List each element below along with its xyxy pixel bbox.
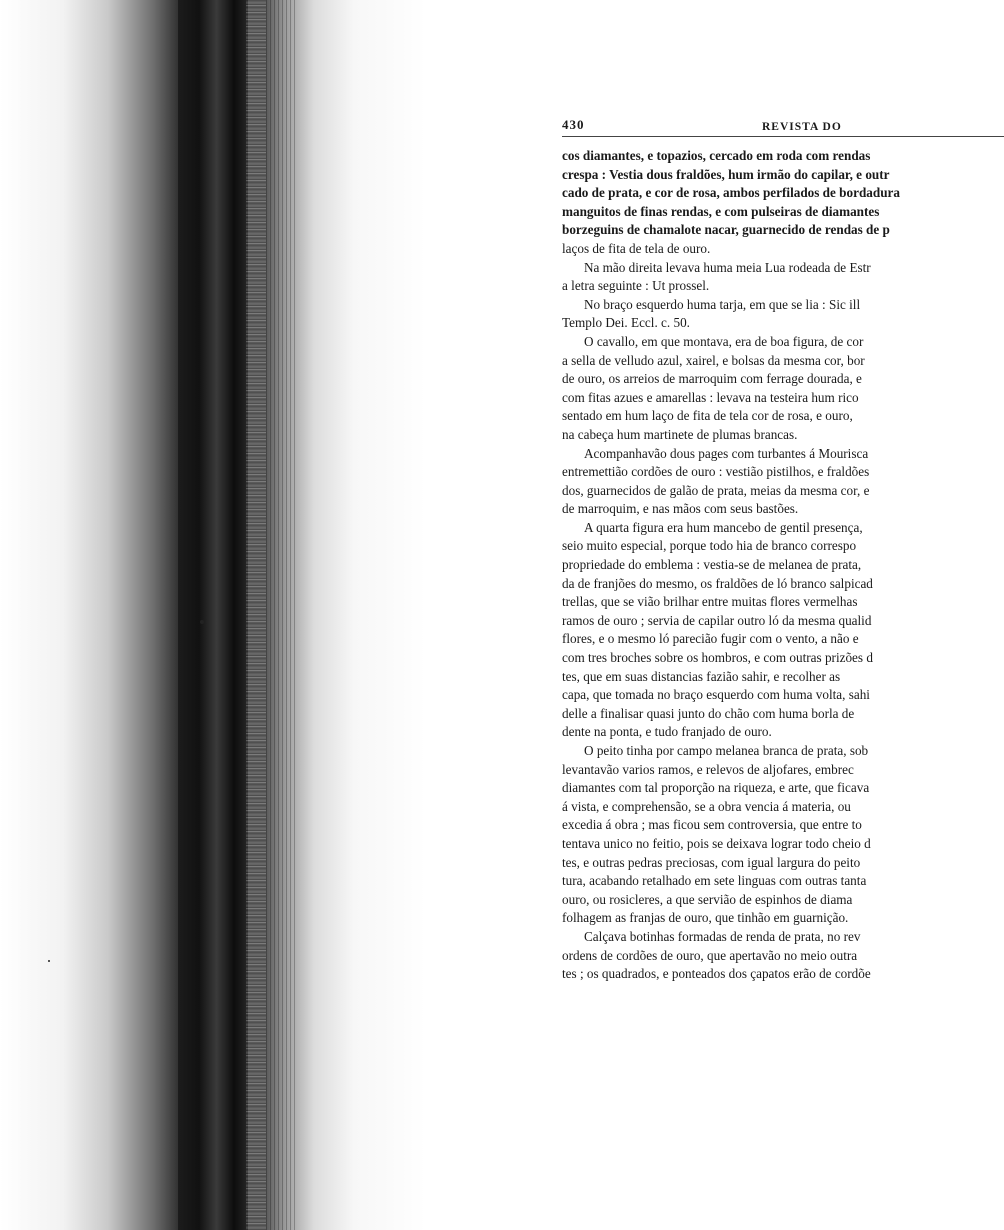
text-line: borzeguins de chamalote nacar, guarnecido de rendas de p — [562, 222, 890, 238]
text-line: na cabeça hum martinete de plumas brancas. — [562, 426, 798, 442]
text-line: Calçava botinhas formadas de renda de prata, no rev — [584, 928, 861, 944]
text-line: entremettião cordões de ouro : vestião pistilhos, e fraldões — [562, 464, 870, 480]
book-binding-scan — [0, 0, 430, 1230]
scan-speck — [48, 960, 50, 962]
text-line: cado de prata, e cor de rosa, ambos perfilados de bordadura — [562, 185, 900, 201]
text-line: ordens de cordões de ouro, que apertavão no meio outra — [562, 947, 858, 963]
text-line: O cavallo, em que montava, era de boa figura, de cor — [584, 333, 864, 349]
text-line: Templo Dei. Eccl. c. 50. — [562, 315, 690, 331]
page-number: 430 — [562, 117, 585, 132]
text-line: trellas, que se vião brilhar entre muitas flores vermelhas — [562, 594, 858, 610]
text-line: Acompanhavão dous pages com turbantes á Mourisca — [584, 445, 869, 461]
text-line: á vista, e comprehensão, se a obra vencia á materia, ou — [562, 798, 851, 814]
text-line: com fitas azues e amarellas : levava na testeira hum rico — [562, 389, 859, 405]
text-line: a letra seguinte : Ut prossel. — [562, 278, 710, 294]
text-line: capa, que tomada no braço esquerdo com huma volta, sahi — [562, 687, 870, 703]
text-line: seio muito especial, porque todo hia de branco correspo — [562, 538, 857, 554]
text-line: a sella de velludo azul, xairel, e bolsas da mesma cor, bor — [562, 352, 865, 368]
text-line: manguitos de finas rendas, e com pulseiras de diamantes — [562, 203, 880, 219]
text-line: excedia á obra ; mas ficou sem controversia, que entre to — [562, 817, 862, 833]
text-line: cos diamantes, e topazios, cercado em roda com rendas — [562, 148, 871, 163]
text-line: da de franjões do mesmo, os fraldões de ló branco salpicad — [562, 575, 873, 591]
text-line: de ouro, os arreios de marroquim com ferrage dourada, e — [562, 371, 862, 387]
left-page-edge — [0, 0, 180, 1230]
printed-page — [562, 110, 1004, 984]
text-line: tes ; os quadrados, e ponteados dos çapatos erão de cordõe — [562, 966, 871, 982]
body-text — [562, 147, 1004, 984]
text-line: A quarta figura era hum mancebo de gentil presença, — [584, 519, 863, 535]
text-line: diamantes com tal proporção na riqueza, e arte, que ficava — [562, 780, 870, 796]
running-title: REVISTA DO — [762, 121, 842, 133]
text-line: O peito tinha por campo melanea branca de prata, sob — [584, 743, 869, 758]
text-line: Na mão direita levava huma meia Lua rodeada de Estr — [584, 259, 871, 275]
spine-edge — [246, 0, 268, 1230]
text-line: dos, guarnecidos de galão de prata, meias da mesma cor, e — [562, 482, 870, 498]
text-line: sentado em hum laço de fita de tela cor de rosa, e ouro, — [562, 408, 853, 424]
text-line: tes, que em suas distancias fazião sahir, e recolher as — [562, 668, 841, 684]
text-line: flores, e o mesmo ló parecião fugir com o vento, a não e — [562, 631, 859, 647]
text-line: de marroquim, e nas mãos com seus bastões. — [562, 501, 799, 517]
text-line: laços de fita de tela de ouro. — [562, 240, 711, 256]
text-line: propriedade do emblema : vestia-se de melanea de prata, — [562, 557, 862, 573]
text-line: tes, e outras pedras preciosas, com igual largura do peito — [562, 854, 861, 870]
text-line: ouro, ou rosicleres, a que servião de espinhos de diama — [562, 891, 853, 907]
scan-speck — [200, 620, 204, 624]
running-head — [562, 110, 1004, 132]
text-line: crespa : Vestia dous fraldões, hum irmão do capilar, e outr — [562, 166, 890, 182]
text-line: com tres broches sobre os hombros, e com outras prizões d — [562, 650, 873, 666]
page-edge-lines — [266, 0, 296, 1230]
text-line: tura, acabando retalhado em sete linguas com outras tanta — [562, 873, 867, 889]
text-line: No braço esquerdo huma tarja, em que se lia : Sic ill — [584, 296, 861, 312]
text-line: ramos de ouro ; servia de capilar outro ló da mesma qualid — [562, 612, 872, 628]
text-line: dente na ponta, e tudo franjado de ouro. — [562, 724, 772, 740]
text-line: levantavão varios ramos, e relevos de aljofares, embrec — [562, 761, 854, 777]
gutter-shadow — [178, 0, 248, 1230]
text-line: folhagem as franjas de ouro, que tinhão em guarnição. — [562, 910, 849, 926]
text-line: delle a finalisar quasi junto do chão com huma borla de — [562, 705, 855, 721]
text-line: tentava unico no feitio, pois se deixava lograr todo cheio d — [562, 835, 871, 851]
